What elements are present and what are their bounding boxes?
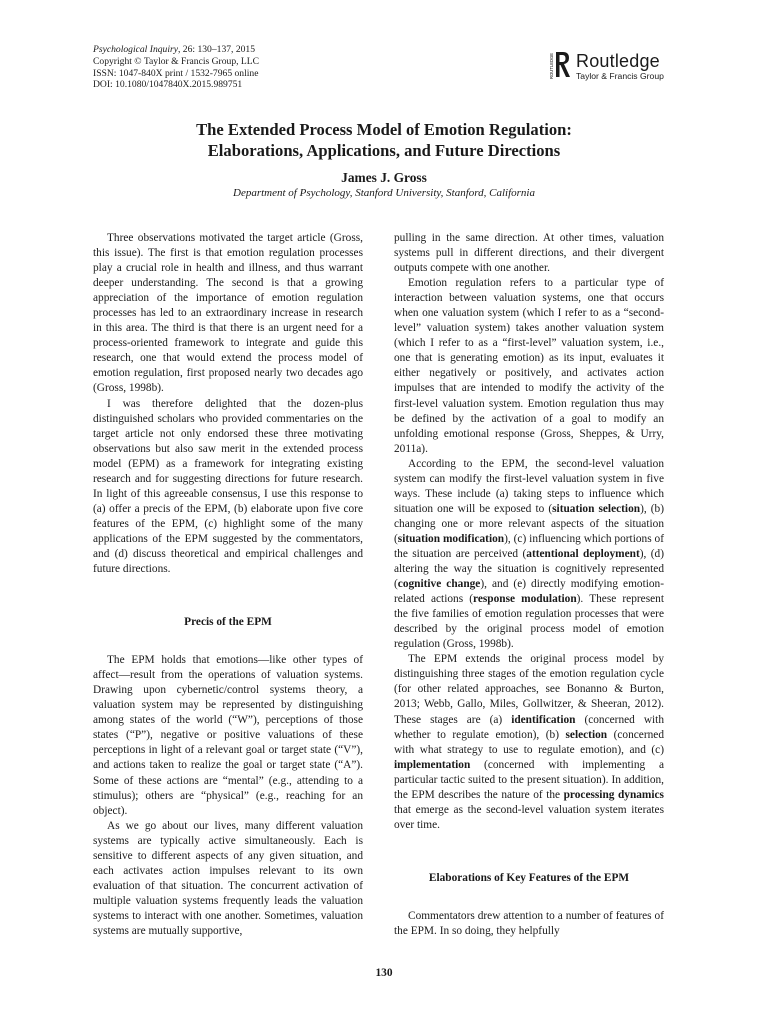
section-heading: Elaborations of Key Features of the EPM: [428, 871, 630, 884]
author-affiliation: Department of Psychology, Stanford University, Stanford, California: [233, 187, 535, 199]
term-implementation: implementation: [394, 758, 471, 771]
term-response-modulation: response modulation: [473, 593, 577, 606]
article-title: [100, 120, 668, 161]
journal-name: Psychological Inquiry: [93, 44, 178, 55]
section-heading: Precis of the EPM: [184, 616, 272, 629]
copyright-line: Copyright © Taylor & Francis Group, LLC: [93, 55, 260, 67]
paragraph: According to the EPM, the second-level valuation system can modify the first-level valuation system in five ways. These include (a) taking steps to influence which situation one will be exposed to (situation selection), (b) changing one or more relevant aspects of the situation (situation modification), (c) influencing which portions of the situation are perceived (attentional deployment), (d) altering the way the situation is cognitively represented (cognitive change), and (e) directly modifying emotion-related actions (response modulation). These represent the five families of emotion regulation processes that were described by the original process model of emotion regulation (Gross, 1998b).: [394, 457, 665, 651]
paragraph: Emotion regulation refers to a particular type of interaction between valuation systems, one that occurs when one valuation system (which I refer to as a “second-level” valuation system) takes another valuation system (which I refer to as a “first-level” valuation system, i.e., one that is generating emotion) as its input, evaluates it either negatively or positively, and activates action impulses that are intended to modify the activity of the first-level valuation system. Emotion regulation thus may be defined by the activation of a goal to modify an unfolding emotional response (Gross, Sheppes, & Urry, 2011a).: [394, 277, 664, 455]
term-identification: identification: [511, 713, 576, 726]
paragraph: The EPM extends the original process model by distinguishing three stages of the emotion regulation cycle (for other related approaches, see Bonanno & Burton, 2013; Webb, Gallo, Miles, Gollwitzer, & Sheeran, 2012). These stages are (a) identification (concerned with whether to regulate emotion), (b) selection (concerned with what strategy to use to regulate emotion), and (c) implementation (concerned with implementing a particular tactic suited to the present situation). In addition, the EPM describes the nature of the processing dynamics that emerge as the second-level valuation system iterates over time.: [394, 653, 664, 831]
author-name: James J. Gross: [341, 170, 427, 185]
left-column: [93, 231, 363, 939]
journal-citation: , 26: 130–137, 2015: [178, 44, 256, 55]
publisher-subtitle: Taylor & Francis Group: [576, 71, 664, 81]
paragraph: As we go about our lives, many different valuation systems are typically active simultaneously. Each is sensitive to different aspects of any given situation, and each activates action impulses relevant to its own evaluation of that situation. The concurrent activation of multiple valuation systems frequently leads the valuation systems to interact with one another. Sometimes, valuation systems are mutually supportive,: [93, 819, 363, 937]
journal-header: [93, 44, 259, 91]
publisher-logo: [548, 49, 688, 87]
paragraph: I was therefore delighted that the dozen-plus distinguished scholars who provided commentaries on the target article not only endorsed these three motivating observations but also saw merit in the extended process model (EPM) as a framework for integrating existing research and for suggesting directions for future research. In light of this agreeable consensus, I use this response to (a) offer a precis of the EPM, (b) elaborate upon five core features of the EPM, (c) highlight some of the many applications of the EPM suggested by the commentators, and (d) discuss theoretical and empirical challenges and future directions.: [93, 397, 363, 576]
paragraph: The EPM holds that emotions—like other types of affect—result from the operations of valuation systems. Drawing upon cybernetic/control systems theory, a valuation system may be represented by distinguishing among states of the world (“W”), perceptions of those states (“P”), negative or positive valuations of these perceptions in light of a relevant goal or target state (“V”), and actions taken to realize the goal or target state (“A”). Some of these actions are “mental” (e.g., attending to a stimulus); others are “physical” (e.g., reaching for an object).: [93, 654, 363, 817]
title-line-2: Elaborations, Applications, and Future Directions: [207, 140, 561, 160]
term-cognitive-change: cognitive change: [397, 578, 481, 591]
paragraph: pulling in the same direction. At other times, valuation systems pull in different directions, and their divergent outputs compete with one another.: [394, 232, 664, 275]
routledge-logo-icon: [548, 49, 570, 81]
term-situation-modification: situation modification: [397, 532, 505, 545]
title-line-1: The Extended Process Model of Emotion Regulation:: [196, 120, 572, 139]
right-column: [394, 231, 664, 939]
paragraph: Commentators drew attention to a number of features of the EPM. In so doing, they helpfully: [394, 909, 664, 937]
page-number: 130: [375, 967, 393, 979]
term-situation-selection: situation selection: [552, 502, 641, 515]
issn-line: ISSN: 1047-840X print / 1532-7965 online: [93, 67, 259, 79]
logo-vertical-text: ROUTLEDGE: [549, 52, 554, 79]
term-attentional-deployment: attentional deployment: [526, 547, 640, 560]
doi-line: DOI: 10.1080/1047840X.2015.989751: [93, 79, 243, 91]
term-selection: selection: [565, 728, 608, 741]
paragraph: Three observations motivated the target article (Gross, this issue). The first is that emotion regulation processes play a crucial role in health and illness, and thus warrant deeper understanding. The second is that a growing appreciation of the importance of emotion regulation processes has led to an extraordinary increase in research in this area. The third is that there is an urgent need for a process-oriented framework to integrate and guide this research, one that would extend the process model of emotion regulation, first proposed nearly two decades ago (Gross, 1998b).: [93, 232, 363, 395]
publisher-name: Routledge: [576, 51, 660, 71]
term-processing-dynamics: processing dynamics: [563, 788, 664, 801]
